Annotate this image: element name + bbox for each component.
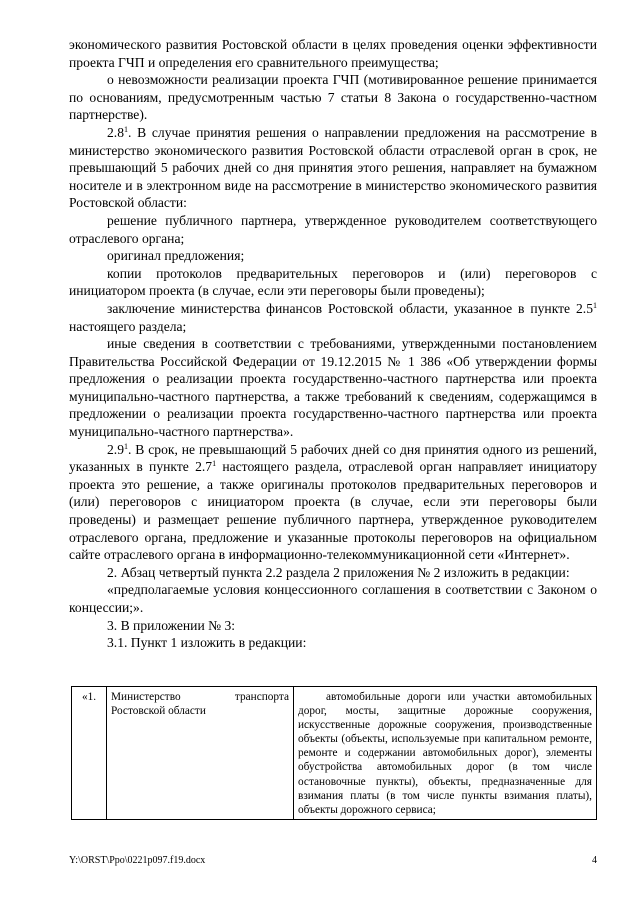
page-number: 4 [592,855,597,866]
paragraph: экономического развития Ростовской области в целях проведения оценки эффективности проекта ГЧП и определения его сравнительного преимущества; [69,37,597,70]
clause-number: 2.9 [107,441,124,457]
document-body [69,36,597,652]
paragraph: 3. В приложении № 3: [107,617,236,633]
paragraph: 3.1. Пункт 1 изложить в редакции: [107,635,307,651]
file-path: Y:\ORST\Ppo\0221p097.f19.docx [69,855,206,866]
table-cell-number: «1. [72,687,107,820]
paragraph: 2. Абзац четвертый пункта 2.2 раздела 2 приложения № 2 изложить в редакции: [107,564,570,580]
clause-number: 2.8 [107,124,124,140]
paragraph-2-8-1: $2.8^1$. В случае принятия решения о направлении предложения на рассмотрение в министерство экономического развития Ростовской области отраслевой орган в срок, не превышающий 5 рабочих дней со дня принятия этого решения, направляет на бумажном носителе и в электронном виде на рассмотрение в министерство экономического развития Ростовской области: [69,124,597,211]
paragraph: решение публичного партнера, утвержденное руководителем соответствующего отраслевого органа; [69,212,597,246]
paragraph: «предполагаемые условия концессионного соглашения в соответствии с Законом о концессии;». [69,582,597,615]
table-cell-organization: Министерство транспорта Ростовской области [107,687,294,820]
table-cell-objects: автомобильные дороги или участки автомобильных дорог, мосты, защитные дорожные сооружения, искусственные дорожные сооружения, производственные объекты (объекты, используемые при капитальном ремонте, ремонте и содержании автомобильных дорог), элементы обустройства автомобильных дорог (в том числе остановочные пункты), объекты, предназначенные для взимания платы (в том числе пункты взимания платы), объекты дорожного сервиса; [294,687,597,820]
objects-table [71,686,597,820]
page-footer [69,855,597,866]
paragraph: копии протоколов предварительных переговоров и (или) переговоров с инициатором проекта (в случае, если эти переговоры были проведены); [69,265,597,299]
paragraph: о невозможности реализации проекта ГЧП (мотивированное решение принимается по основаниям, предусмотренным частью 7 статьи 8 Закона о государственно-частном партнерстве). [69,72,597,123]
table-row [72,687,597,820]
paragraph-2-9-1: $2.9^1$. В срок, не превышающий 5 рабочих дней со дня принятия одного из решений, указанных в пункте $2.7^1$ настоящего раздела, отраслевой орган направляет инициатору проекта это решение, а также оригиналы протоколов предварительных переговоров и (или) переговоров с инициатором проекта (в случае, если эти переговоры были проведены) и размещает решение публичного партнера, утвержденное руководителем отраслевого органа, предложение и указанные протоколы переговоров на официальном сайте отраслевого органа в информационно-телекоммуникационной сети «Интернет». [69,441,598,563]
paragraph: оригинал предложения; [107,248,245,264]
paragraph: иные сведения в соответствии с требованиями, утвержденными постановлением Правительства Российской Федерации от 19.12.2015 № 1 386 «Об утверждении формы предложения о реализации проекта государственно-частного партнерства или проекта муниципально-частного партнерства, а также требований к сведениям, содержащимся в предложении о реализации проекта государственно-частного партнерства или проекта муниципально-частного партнерства». [69,336,597,440]
paragraph: заключение министерства финансов Ростовской области, указанное в пункте $2.5^1$ настоящего раздела; [69,300,597,334]
